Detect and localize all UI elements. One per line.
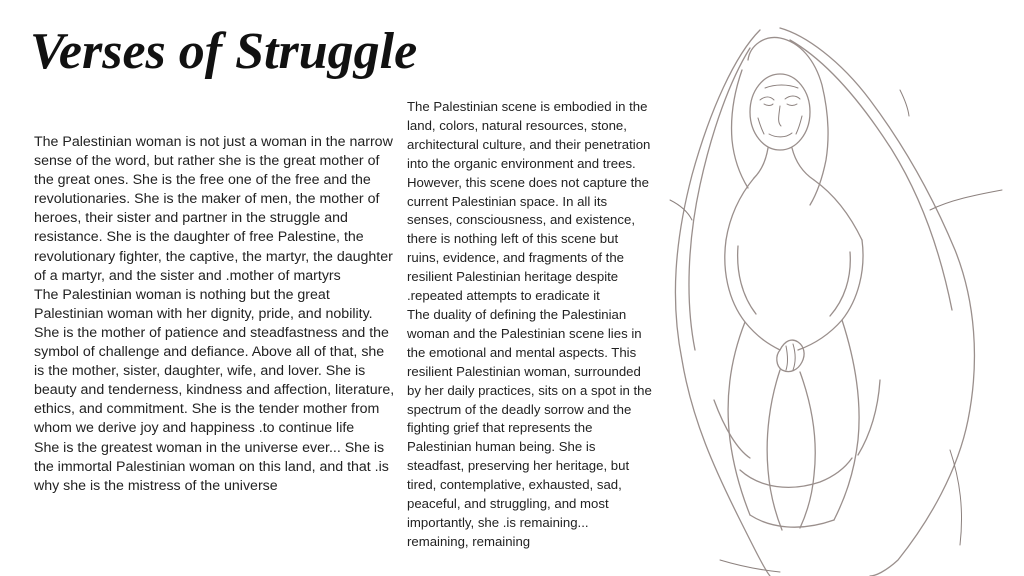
woman-line-drawing: [630, 0, 1024, 576]
text-column-left: [34, 133, 396, 496]
sketch-left-arm: [725, 240, 780, 350]
paragraph-woman-universe: She is the greatest woman in the universe ever... She is the immortal Palestinian woman on this land, and that .is why she is the mistress of the universe: [34, 439, 389, 494]
sketch-right-arm: [798, 240, 863, 350]
sketch-outer-veil-right: [780, 28, 974, 576]
paragraph-duality: The duality of defining the Palestinian woman and the Palestinian scene lies in the emotional and mental aspects. This resilient Palestinian woman, surrounded by her daily practices, sits on a spot in the spectrum of the deadly sorrow and the fighting grief that represents the Palestinian human being. She is steadfast, preserving her heritage, but tired, contemplative, exhausted, sad, peaceful, and struggling, and most importantly, she .is remaining... remaining, remaining: [407, 306, 652, 549]
paragraph-palestinian-scene: The Palestinian scene is embodied in the land, colors, natural resources, stone, architectural culture, and their penetration into the organic environment and trees. However, this scene does not capture the current Palestinian space. In all its senses, consciousness, and existence, there is nothing left of this scene but ruins, evidence, and fragments of the resilient Palestinian heritage despite .repeated attempts to eradicate it: [407, 99, 651, 304]
sketch-headscarf: [748, 37, 828, 205]
page-title: Verses of Struggle: [30, 23, 418, 80]
paragraph-woman-mother: The Palestinian woman is not just a woman in the narrow sense of the word, but rather she is the great mother of the great ones. She is the free one of the free and the revolutionaries. She is the maker of men, the mother of heroes, their sister and partner in the struggle and resistance. She is the daughter of free Palestine, the revolutionary fighter, the captive, the martyr, the daughter of a martyr, and the sister and .mother of martyrs: [34, 134, 393, 284]
text-column-right: [407, 98, 653, 552]
paragraph-woman-dignity: The Palestinian woman is nothing but the great Palestinian woman with her dignity, pride, and nobility. She is the mother of patience and steadfastness and the symbol of challenge and defiance. Above all of that, she is the mother, sister, daughter, wife, and lover. She is beauty and tenderness, kindness and affection, literature, ethics, and commitment. She is the tender mother from whom we derive joy and happiness .to continue life: [34, 286, 395, 437]
sketch-hands: [777, 340, 804, 372]
sketch-dress-folds: [728, 322, 750, 515]
